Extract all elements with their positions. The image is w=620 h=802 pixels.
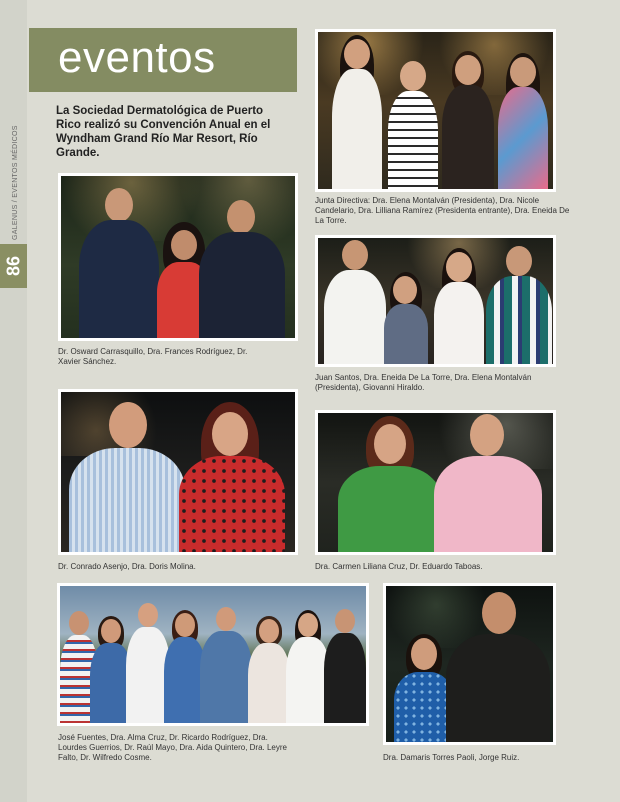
event-photo-1: [58, 173, 298, 341]
page-number-text: 86: [3, 255, 23, 277]
photo-7-caption: Dra. Damaris Torres Paoli, Jorge Ruiz.: [383, 753, 520, 762]
event-photo-5: [315, 410, 556, 555]
event-photo-3: [315, 235, 556, 367]
section-banner: [29, 28, 297, 92]
photo-3-caption: Juan Santos, Dra. Eneida De La Torre, Dra. Elena Montalván (Presidenta), Giovanni Hiraldo.: [315, 373, 532, 392]
event-photo-7: [383, 583, 556, 745]
photo-4-caption: Dr. Conrado Asenjo, Dra. Doris Molina.: [58, 562, 196, 571]
event-photo-2: [315, 29, 556, 192]
photo-6-caption: José Fuentes, Dra. Alma Cruz, Dr. Ricardo Rodríguez, Dra. Lourdes Guerrios, Dr. Raúl Mayo, Dra. Aida Quintero, Dra. Leyre Falto, Dr. Wilfredo Cosme.: [58, 733, 287, 762]
event-photo-6: [57, 583, 369, 726]
page-title: eventos: [58, 33, 216, 82]
intro-text: La Sociedad Dermatológica de Puerto Rico realizó su Convención Anual en el Wyndham Grand Río Mar Resort, Río Grande.: [56, 105, 271, 159]
photo-1-caption: Dr. Osward Carrasquillo, Dra. Frances Rodríguez, Dr. Xavier Sánchez.: [58, 347, 248, 366]
photo-5-caption: Dra. Carmen Liliana Cruz, Dr. Eduardo Taboas.: [315, 562, 483, 571]
event-photo-4: [58, 389, 298, 555]
page-number: [0, 244, 27, 288]
photo-2-caption: Junta Directiva: Dra. Elena Montalván (Presidenta), Dra. Nicole Candelario, Dra. Lilliana Ramírez (Presidenta entrante), Dra. Eneida De La Torre.: [315, 196, 570, 225]
section-label: GALENUS / EVENTOS MÉDICOS: [12, 125, 19, 240]
side-strip: [0, 0, 27, 802]
